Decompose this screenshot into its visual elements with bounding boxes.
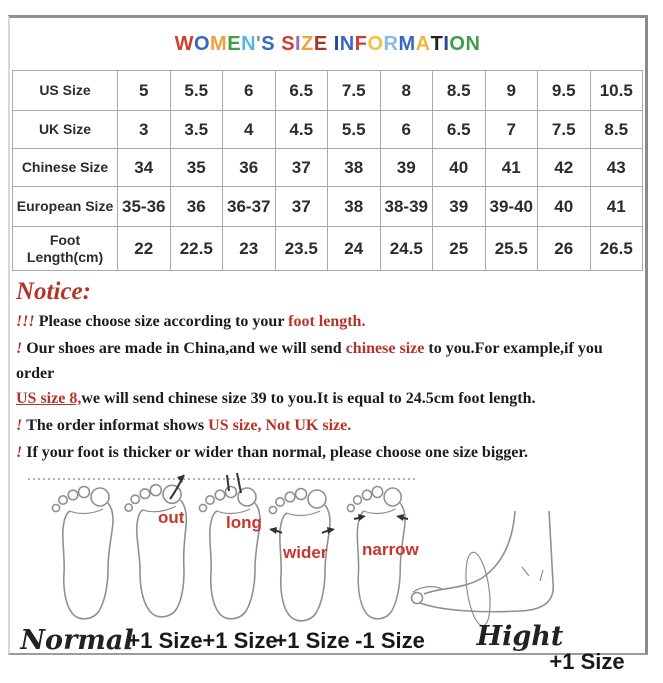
size-cell: 26.5 <box>590 227 643 271</box>
title-letter: M <box>210 32 228 55</box>
size-table <box>12 70 643 271</box>
size-cell: 5.5 <box>328 111 381 149</box>
title-letter: N <box>339 32 355 55</box>
size-cell: 40 <box>433 149 486 187</box>
row-label: Foot Length(cm) <box>13 227 118 271</box>
size-cell: 37 <box>275 187 328 227</box>
caption-normal: Normal <box>20 625 134 656</box>
title-letter: Z <box>301 32 314 55</box>
size-cell: 4 <box>223 111 276 149</box>
caption-narrow-size: -1 Size <box>355 628 425 653</box>
title-letter: N <box>465 32 481 55</box>
size-cell: 7.5 <box>328 71 381 111</box>
size-cell: 42 <box>538 149 591 187</box>
caption-long-size: +1 Size <box>202 628 278 653</box>
table-row <box>13 111 643 149</box>
size-cell: 36-37 <box>223 187 276 227</box>
size-chart-image <box>8 15 648 674</box>
table-row <box>13 149 643 187</box>
wider-arrow-left-head <box>269 527 277 534</box>
size-cell: 9 <box>485 71 538 111</box>
notice-line <box>16 336 637 411</box>
size-cell: 8.5 <box>433 71 486 111</box>
size-cell: 22.5 <box>170 227 223 271</box>
narrow-arrow-left-head <box>358 514 366 521</box>
size-cell: 34 <box>118 149 171 187</box>
size-cell: 40 <box>538 187 591 227</box>
narrow-arrow-right-head <box>396 514 404 521</box>
size-cell: 23 <box>223 227 276 271</box>
size-cell: 7 <box>485 111 538 149</box>
notice-line <box>16 440 637 465</box>
title-letter: W <box>174 32 194 55</box>
side-foot <box>412 511 554 627</box>
size-cell: 38-39 <box>380 187 433 227</box>
foot-label-out: out <box>158 508 185 527</box>
size-cell: 6 <box>380 111 433 149</box>
title-letter: O <box>367 32 384 55</box>
size-cell: 3 <box>118 111 171 149</box>
size-cell: 24 <box>328 227 381 271</box>
size-info-title <box>10 18 645 70</box>
caption-wider-size: +1 Size <box>274 628 350 653</box>
title-letter: M <box>398 32 416 55</box>
notice-segment: we will send chinese size 39 to you.It is equal to 24.5cm foot length. <box>81 390 536 407</box>
notice-segment: US size 8, <box>16 390 82 407</box>
size-cell: 7.5 <box>538 111 591 149</box>
row-label: Chinese Size <box>13 149 118 187</box>
foot-label-long: long <box>226 513 262 532</box>
foot-long <box>199 487 260 619</box>
size-cell: 22 <box>118 227 171 271</box>
foot-normal <box>52 487 113 619</box>
title-letter: S <box>261 32 276 55</box>
notice-heading: Notice: <box>16 278 91 305</box>
size-cell: 25.5 <box>485 227 538 271</box>
notice-segment: Our shoes are made in China,and we will send <box>26 340 346 357</box>
size-cell: 6 <box>223 71 276 111</box>
foot-label-wider: wider <box>283 543 328 562</box>
size-cell: 41 <box>590 187 643 227</box>
notice-segment: The order informat shows <box>26 417 209 434</box>
table-row <box>13 71 643 111</box>
size-cell: 37 <box>275 149 328 187</box>
size-cell: 39-40 <box>485 187 538 227</box>
size-cell: 24.5 <box>380 227 433 271</box>
size-cell: 9.5 <box>538 71 591 111</box>
title-letter: E <box>227 32 242 55</box>
foot-label-narrow: narrow <box>362 540 419 559</box>
size-cell: 23.5 <box>275 227 328 271</box>
size-cell: 41 <box>485 149 538 187</box>
title-letter: S <box>281 32 296 55</box>
size-cell: 25 <box>433 227 486 271</box>
size-cell: 35 <box>170 149 223 187</box>
table-row <box>13 187 643 227</box>
feet-illustration <box>10 471 645 683</box>
caption-hight-size: +1 Size <box>549 649 625 674</box>
notice-segment: !!! <box>16 313 39 330</box>
notice-segment: US size, Not UK size. <box>208 417 352 434</box>
title-letter: ' <box>256 32 262 55</box>
title-letter: O <box>449 32 466 55</box>
size-cell: 5.5 <box>170 71 223 111</box>
title-letter: E <box>313 32 328 55</box>
size-cell: 36 <box>170 187 223 227</box>
notice-lines <box>16 309 637 465</box>
title-letter: O <box>193 32 211 55</box>
size-table-body <box>13 71 643 271</box>
size-cell: 39 <box>433 187 486 227</box>
size-cell: 26 <box>538 227 591 271</box>
title-letter: T <box>430 32 444 55</box>
caption-hight: Hight <box>476 621 564 652</box>
notice-line <box>16 413 637 438</box>
notice-segment: ! <box>16 417 27 434</box>
title-letter: I <box>443 32 450 55</box>
notice-segment: If your foot is thicker or wider than normal, please choose one size bigger. <box>26 444 528 461</box>
table-row <box>13 227 643 271</box>
size-cell: 6.5 <box>433 111 486 149</box>
title-letter: R <box>383 32 399 55</box>
title-letter: N <box>241 32 257 55</box>
notice-segment: ! <box>16 340 27 357</box>
notice-segment: foot length. <box>288 313 366 330</box>
row-label: UK Size <box>13 111 118 149</box>
size-cell: 10.5 <box>590 71 643 111</box>
notice-segment: to you.For example,if you order <box>16 340 603 382</box>
row-label: European Size <box>13 187 118 227</box>
size-cell: 8.5 <box>590 111 643 149</box>
notice-segment: chinese size <box>345 340 425 357</box>
title-letter: F <box>354 32 368 55</box>
foot-out <box>124 483 191 618</box>
long-arrow <box>227 473 241 493</box>
size-cell: 4.5 <box>275 111 328 149</box>
row-label: US Size <box>13 71 118 111</box>
size-cell: 38 <box>328 149 381 187</box>
size-cell: 39 <box>380 149 433 187</box>
size-cell: 36 <box>223 149 276 187</box>
size-cell: 6.5 <box>275 71 328 111</box>
caption-out-size: +1 Size <box>127 628 203 653</box>
notice-section <box>10 271 645 469</box>
size-cell: 8 <box>380 71 433 111</box>
notice-line <box>16 309 637 334</box>
wider-arrow-right-head <box>327 527 335 534</box>
title-letter: A <box>415 32 431 55</box>
size-cell: 5 <box>118 71 171 111</box>
notice-segment: Please choose size according to your <box>38 313 289 330</box>
title-letter: I <box>333 32 340 55</box>
size-cell: 35-36 <box>118 187 171 227</box>
title-letter: I <box>295 32 302 55</box>
notice-segment: ! <box>16 444 27 461</box>
size-cell: 38 <box>328 187 381 227</box>
size-cell: 43 <box>590 149 643 187</box>
size-cell: 3.5 <box>170 111 223 149</box>
